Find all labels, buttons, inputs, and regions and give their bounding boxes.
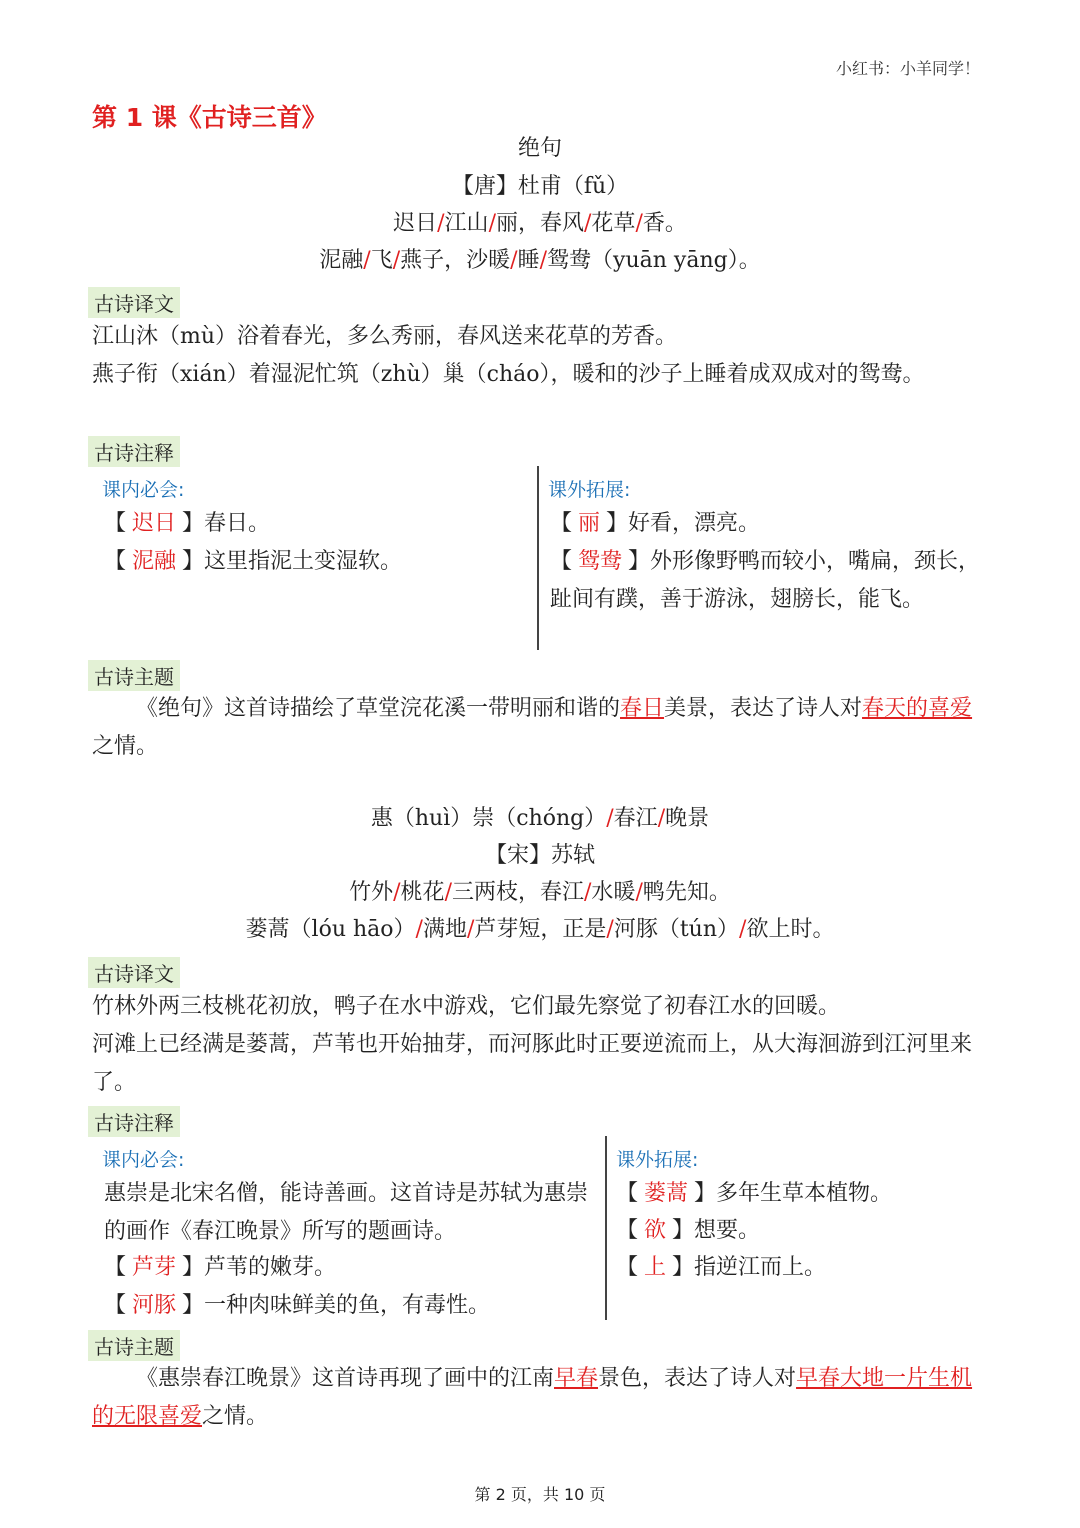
poem2-translation-2: 河滩上已经满是蒌蒿，芦苇也开始抽芽，而河豚此时正要逆流而上，从大海洄游到江河里来了。	[92, 1032, 973, 1095]
lesson-title: 第 1 课《古诗三首》	[92, 103, 327, 132]
poem2-must-learn-label: 课内必会:	[102, 1149, 185, 1171]
poem2-theme: 《惠崇春江晚景》这首诗再现了画中的江南早春景色，表达了诗人对早春大地一片生机的无限喜爱之情。	[92, 1366, 973, 1429]
poem1-must-learn-label: 课内必会:	[102, 479, 185, 501]
poem1-notes-label: 古诗注释	[88, 436, 180, 467]
poem2-line2: 蒌蒿（lóu hāo）/满地/芦芽短，正是/河豚（tún）/欲上时。	[245, 917, 835, 942]
poem2-notes-label: 古诗注释	[88, 1106, 180, 1137]
poem2-translation-1: 竹林外两三枝桃花初放，鸭子在水中游戏，它们最先察觉了初春江水的回暖。	[92, 994, 841, 1019]
column-divider	[537, 466, 539, 650]
poem2-theme-label: 古诗主题	[88, 1330, 180, 1361]
poem2-must-learn-item: 【 芦芽 】芦苇的嫩芽。	[104, 1255, 337, 1280]
poem1-line1: 迟日/江山/丽，春风/花草/香。	[393, 211, 687, 236]
poem2-intro: 惠崇是北宋名僧，能诗善画。这首诗是苏轼为惠崇的画作《春江晚景》所写的题画诗。	[104, 1181, 589, 1244]
poem1-translation-label: 古诗译文	[88, 287, 180, 318]
poem2-author: 【宋】苏轼	[484, 843, 595, 868]
poem2-translation-label: 古诗译文	[88, 957, 180, 988]
poem1-must-learn-item: 【 泥融 】这里指泥土变湿软。	[104, 549, 403, 574]
poem1-extended-item: 【 丽 】好看，漂亮。	[550, 511, 761, 536]
poem1-extended-label: 课外拓展:	[548, 479, 631, 501]
poem1-line2: 泥融/飞/燕子，沙暖/睡/鸳鸯（yuān yāng）。	[319, 248, 761, 273]
poem1-theme: 《绝句》这首诗描绘了草堂浣花溪一带明丽和谐的春日美景，表达了诗人对春天的喜爱之情。	[92, 696, 973, 759]
poem2-must-learn-item: 【 河豚 】一种肉味鲜美的鱼，有毒性。	[104, 1293, 491, 1318]
poem2-extended-item: 【 上 】指逆江而上。	[616, 1255, 827, 1280]
header-note: 小红书：小羊同学！	[835, 59, 980, 78]
poem1-translation-1: 江山沐（mù）浴着春光，多么秀丽，春风送来花草的芳香。	[92, 324, 678, 349]
poem1-title: 绝句	[517, 136, 562, 161]
column-divider	[605, 1136, 607, 1320]
poem1-extended-item: 【 鸳鸯 】外形像野鸭而较小，嘴扁，颈长，趾间有蹼，善于游泳，翅膀长，能飞。	[550, 549, 981, 612]
poem1-translation-2: 燕子衔（xián）着湿泥忙筑（zhù）巢（cháo），暖和的沙子上睡着成双成对的鸳鸯。	[92, 362, 925, 387]
poem1-author: 【唐】杜甫（fǔ）	[451, 174, 629, 199]
poem2-extended-label: 课外拓展:	[616, 1149, 699, 1171]
poem2-extended-item: 【 欲 】想要。	[616, 1218, 761, 1243]
poem1-theme-label: 古诗主题	[88, 660, 180, 691]
poem1-must-learn-item: 【 迟日 】春日。	[104, 511, 271, 536]
page-footer: 第 2 页，共 10 页	[474, 1485, 606, 1504]
poem2-extended-item: 【 蒌蒿 】多年生草本植物。	[616, 1181, 893, 1206]
poem2-line1: 竹外/桃花/三两枝，春江/水暖/鸭先知。	[349, 880, 731, 905]
poem2-title: 惠（huì）崇（chóng）/春江/晚景	[370, 806, 710, 831]
